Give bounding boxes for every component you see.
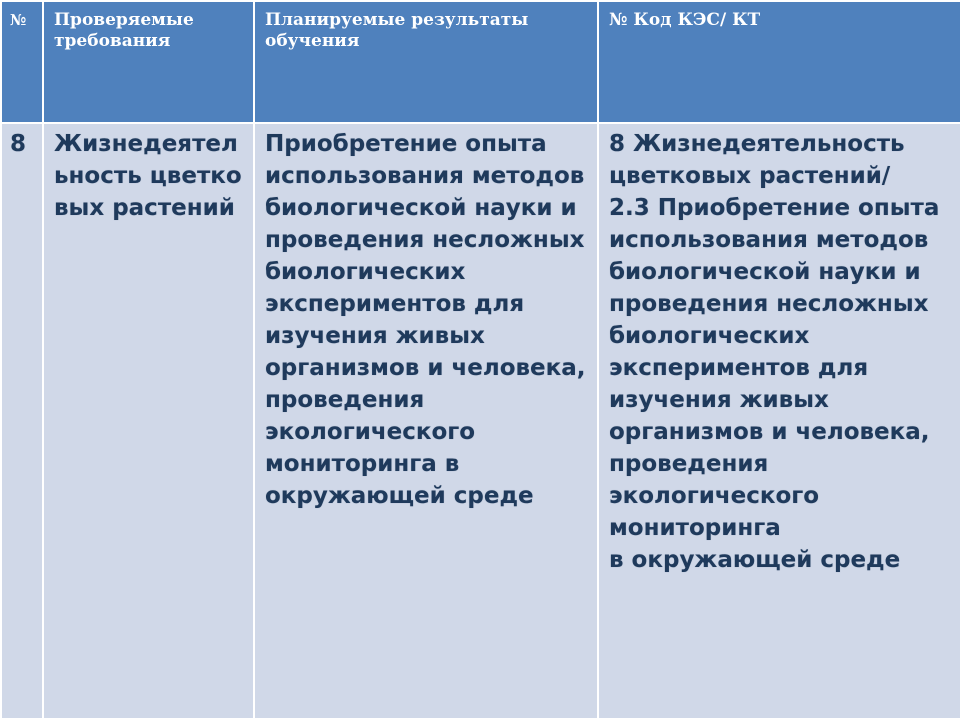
header-number: №: [1, 1, 43, 123]
table-row: [1, 123, 960, 719]
row-requirement-cell: [43, 123, 254, 719]
row-code-cell: [598, 123, 960, 719]
row-number: 8: [10, 131, 27, 157]
header-planned-results: Планируемые результаты обучения: [254, 1, 598, 123]
row-result-cell: [254, 123, 598, 719]
header-code: № Код КЭС/ КТ: [598, 1, 960, 123]
header-requirements: Проверяемые требования: [43, 1, 254, 123]
row-result: Приобретение опыта использования методов биологической науки и проведения несложных биологических экспериментов для изучения живых организмов и человека, проведения экологического мониторинга в окружающей среде: [265, 131, 586, 509]
row-code: 8 Жизнедеятельность цветковых растений/ 2.3 Приобретение опыта использования методов биологической науки и проведения несложных биологических экспериментов для изучения живых организмов и человека, проведения экологического мониторинга в окружающей среде: [609, 131, 940, 573]
row-number-cell: [1, 123, 43, 719]
row-requirement: Жизнедеятельность цветковых растений: [54, 131, 242, 221]
table-header-row: [1, 1, 960, 123]
